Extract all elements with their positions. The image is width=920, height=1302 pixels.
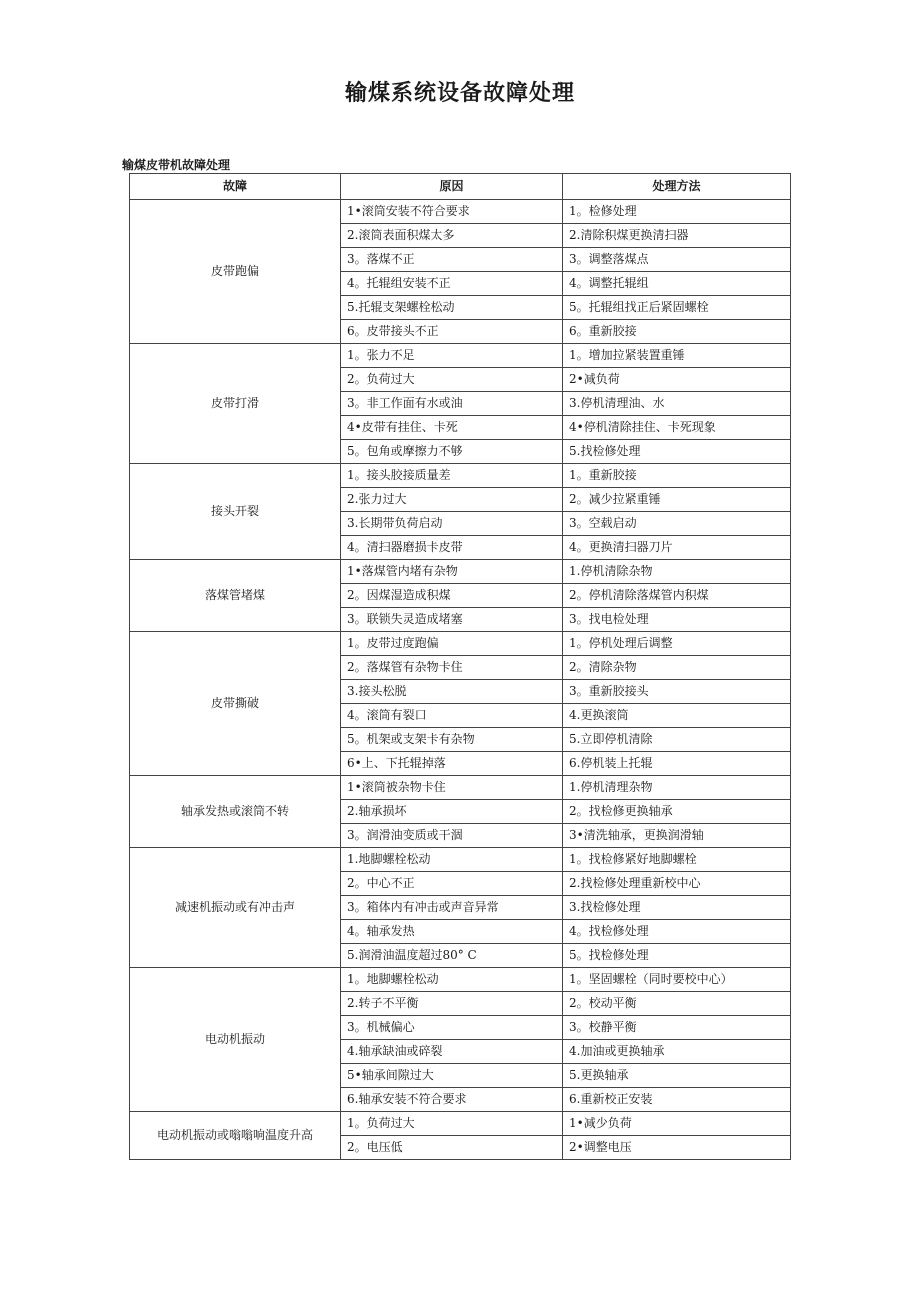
method-cell: 2.清除积煤更换清扫器: [563, 224, 791, 248]
cause-cell: 2.转子不平衡: [341, 992, 563, 1016]
fault-name-cell: 皮带跑偏: [130, 200, 341, 344]
table-row: [130, 848, 791, 872]
method-cell: 5。托辊组找正后紧固螺栓: [563, 296, 791, 320]
cause-cell: 4。轴承发热: [341, 920, 563, 944]
cause-cell: 1。皮带过度跑偏: [341, 632, 563, 656]
table-row: [130, 344, 791, 368]
method-cell: 1。增加拉紧装置重锤: [563, 344, 791, 368]
method-cell: 2•调整电压: [563, 1136, 791, 1160]
cause-cell: 2.滚筒表面积煤太多: [341, 224, 563, 248]
page-title: 输煤系统设备故障处理: [344, 81, 575, 106]
cause-cell: 2。因煤湿造成积煤: [341, 584, 563, 608]
cause-cell: 6.轴承安装不符合要求: [341, 1088, 563, 1112]
method-cell: 5.找检修处理: [563, 440, 791, 464]
fault-name-cell: 轴承发热或滚筒不转: [130, 776, 341, 848]
table-row: [130, 560, 791, 584]
cause-cell: 3。箱体内有冲击或声音异常: [341, 896, 563, 920]
cause-cell: 2。中心不正: [341, 872, 563, 896]
method-cell: 4•停机清除挂住、卡死现象: [563, 416, 791, 440]
method-cell: 1。重新胶接: [563, 464, 791, 488]
cause-cell: 2.张力过大: [341, 488, 563, 512]
method-cell: 1.停机清除杂物: [563, 560, 791, 584]
fault-name-cell: 皮带撕破: [130, 632, 341, 776]
cause-cell: 1•滚筒安装不符合要求: [341, 200, 563, 224]
table-header-row: [130, 174, 791, 200]
table-row: [130, 968, 791, 992]
cause-cell: 3.长期带负荷启动: [341, 512, 563, 536]
table-row: [130, 464, 791, 488]
method-cell: 3。重新胶接头: [563, 680, 791, 704]
cause-cell: 5。机架或支架卡有杂物: [341, 728, 563, 752]
method-cell: 3.找检修处理: [563, 896, 791, 920]
method-cell: 1。找检修紧好地脚螺栓: [563, 848, 791, 872]
method-cell: 2。找检修更换轴承: [563, 800, 791, 824]
cause-cell: 5•轴承间隙过大: [341, 1064, 563, 1088]
fault-name-cell: 接头开裂: [130, 464, 341, 560]
table-row: [130, 200, 791, 224]
cause-cell: 5.润滑油温度超过80° C: [341, 944, 563, 968]
fault-name-cell: 电动机振动或嗡嗡响温度升高: [130, 1112, 341, 1160]
table-row: [130, 632, 791, 656]
method-cell: 2•减负荷: [563, 368, 791, 392]
method-cell: 6.停机装上托辊: [563, 752, 791, 776]
cause-cell: 3。润滑油变质或干涸: [341, 824, 563, 848]
method-cell: 4.加油或更换轴承: [563, 1040, 791, 1064]
method-cell: 4.更换滚筒: [563, 704, 791, 728]
cause-cell: 4。滚筒有裂口: [341, 704, 563, 728]
cause-cell: 1。负荷过大: [341, 1112, 563, 1136]
method-cell: 1。停机处理后调整: [563, 632, 791, 656]
cause-cell: 3.接头松脱: [341, 680, 563, 704]
method-cell: 3。调整落煤点: [563, 248, 791, 272]
cause-cell: 3。联锁失灵造成堵塞: [341, 608, 563, 632]
method-cell: 3。校静平衡: [563, 1016, 791, 1040]
section-title: 输煤皮带机故障处理: [122, 158, 231, 172]
header-cause: 原因: [341, 174, 563, 200]
cause-cell: 6•上、下托辊掉落: [341, 752, 563, 776]
cause-cell: 2.轴承损坏: [341, 800, 563, 824]
method-cell: 3。找电检处理: [563, 608, 791, 632]
method-cell: 6。重新胶接: [563, 320, 791, 344]
method-cell: 2。停机清除落煤管内积煤: [563, 584, 791, 608]
cause-cell: 4。托辊组安装不正: [341, 272, 563, 296]
method-cell: 2.找检修处理重新校中心: [563, 872, 791, 896]
table-body: [130, 200, 791, 1160]
method-cell: 2。减少拉紧重锤: [563, 488, 791, 512]
cause-cell: 5.托辊支架螺栓松动: [341, 296, 563, 320]
method-cell: 6.重新校正安装: [563, 1088, 791, 1112]
method-cell: 5。找检修处理: [563, 944, 791, 968]
method-cell: 4。调整托辊组: [563, 272, 791, 296]
method-cell: 5.更换轴承: [563, 1064, 791, 1088]
header-method: 处理方法: [563, 174, 791, 200]
cause-cell: 3。机械偏心: [341, 1016, 563, 1040]
method-cell: 1.停机清理杂物: [563, 776, 791, 800]
method-cell: 1。检修处理: [563, 200, 791, 224]
cause-cell: 4.轴承缺油或碎裂: [341, 1040, 563, 1064]
cause-cell: 3。非工作面有水或油: [341, 392, 563, 416]
cause-cell: 1。接头胶接质量差: [341, 464, 563, 488]
fault-name-cell: 皮带打滑: [130, 344, 341, 464]
cause-cell: 4。清扫器磨损卡皮带: [341, 536, 563, 560]
fault-name-cell: 电动机振动: [130, 968, 341, 1112]
method-cell: 5.立即停机清除: [563, 728, 791, 752]
table-row: [130, 1112, 791, 1136]
cause-cell: 2。电压低: [341, 1136, 563, 1160]
method-cell: 4。更换清扫器刀片: [563, 536, 791, 560]
method-cell: 1•减少负荷: [563, 1112, 791, 1136]
method-cell: 2。校动平衡: [563, 992, 791, 1016]
method-cell: 2。清除杂物: [563, 656, 791, 680]
cause-cell: 6。皮带接头不正: [341, 320, 563, 344]
method-cell: 3.停机清理油、水: [563, 392, 791, 416]
method-cell: 3。空载启动: [563, 512, 791, 536]
cause-cell: 2。落煤管有杂物卡住: [341, 656, 563, 680]
cause-cell: 3。落煤不正: [341, 248, 563, 272]
cause-cell: 5。包角或摩擦力不够: [341, 440, 563, 464]
fault-name-cell: 减速机振动或有冲击声: [130, 848, 341, 968]
method-cell: 1。坚固螺栓（同时要校中心）: [563, 968, 791, 992]
fault-table: [129, 173, 791, 1160]
method-cell: 3•清洗轴承，更换润滑轴: [563, 824, 791, 848]
cause-cell: 4•皮带有挂住、卡死: [341, 416, 563, 440]
cause-cell: 2。负荷过大: [341, 368, 563, 392]
cause-cell: 1。张力不足: [341, 344, 563, 368]
cause-cell: 1•滚筒被杂物卡住: [341, 776, 563, 800]
cause-cell: 1•落煤管内堵有杂物: [341, 560, 563, 584]
fault-name-cell: 落煤管堵煤: [130, 560, 341, 632]
method-cell: 4。找检修处理: [563, 920, 791, 944]
header-fault: 故障: [130, 174, 341, 200]
table-row: [130, 776, 791, 800]
cause-cell: 1。地脚螺栓松动: [341, 968, 563, 992]
cause-cell: 1.地脚螺栓松动: [341, 848, 563, 872]
